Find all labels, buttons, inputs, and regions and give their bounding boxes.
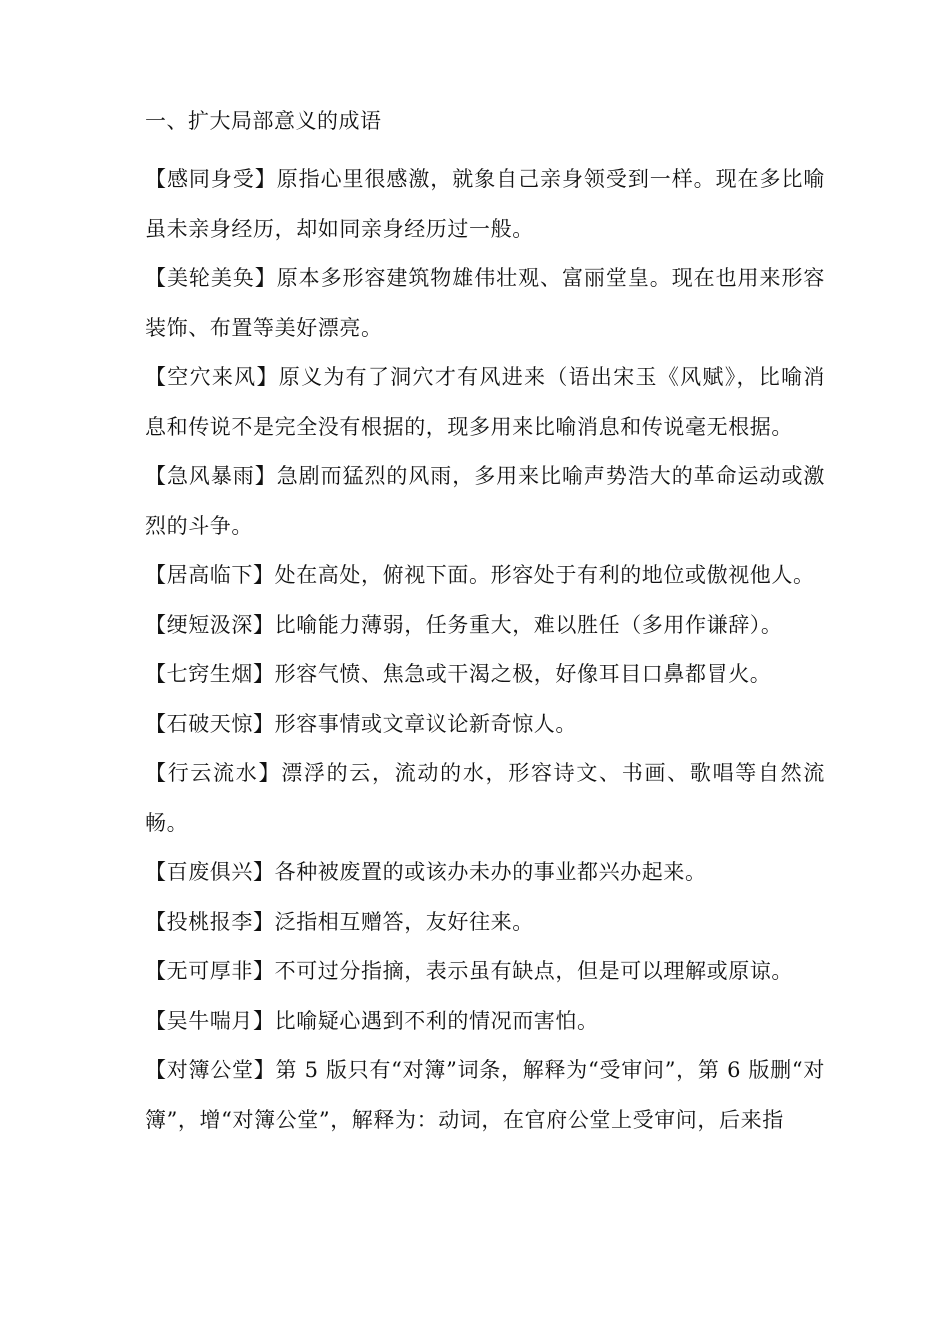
idiom-definition: 泛指相互赠答，友好往来。: [274, 909, 534, 934]
idiom-definition: 第 5 版只有“对簿”词条，解释为“受审问”，第 6 版删“对簿”，增“对簿公堂”，解释为：动词，在官府公堂上受审问，后来指: [145, 1058, 825, 1132]
idiom-definition: 急剧而猛烈的风雨，多用来比喻声势浩大的革命运动或激烈的斗争。: [145, 464, 825, 538]
idiom-entry: [145, 551, 825, 601]
idiom-term: 【绠短汲深】: [145, 612, 275, 637]
idiom-definition: 原本多形容建筑物雄伟壮观、富丽堂皇。现在也用来形容装饰、布置等美好漂亮。: [145, 266, 825, 340]
idiom-definition: 比喻疑心遇到不利的情况而害怕。: [274, 1008, 599, 1033]
idiom-definition: 处在高处，俯视下面。形容处于有利的地位或傲视他人。: [274, 563, 815, 587]
document-body: [145, 104, 825, 1145]
idiom-term: 【空穴来风】: [145, 365, 279, 389]
idiom-entry: [145, 749, 825, 848]
idiom-term: 【急风暴雨】: [145, 464, 277, 488]
idiom-entry: [145, 254, 825, 353]
idiom-term: 【感同身受】: [145, 167, 277, 191]
idiom-entry: [145, 1046, 825, 1145]
idiom-definition: 形容气愤、焦急或干渴之极，好像耳目口鼻都冒火。: [274, 662, 772, 686]
idiom-entry: [145, 997, 825, 1047]
idiom-term: 【七窍生烟】: [145, 662, 275, 686]
idiom-term: 【百废俱兴】: [145, 860, 275, 884]
idiom-term: 【对簿公堂】: [145, 1058, 276, 1082]
idiom-definition: 原义为有了洞穴才有风进来（语出宋玉《风赋》，比喻消息和传说不是完全没有根据的，现多用来比喻消息和传说毫无根据。: [145, 365, 825, 439]
idiom-entry: [145, 650, 825, 700]
idiom-definition: 不可过分指摘，表示虽有缺点，但是可以理解或原谅。: [274, 959, 794, 983]
idiom-entry: [145, 353, 825, 452]
idiom-definition: 漂浮的云，流动的水，形容诗文、书画、歌唱等自然流畅。: [145, 761, 825, 835]
idiom-entry: [145, 947, 825, 997]
idiom-term: 【无可厚非】: [145, 959, 275, 983]
section-heading: 一、扩大局部意义的成语: [145, 109, 382, 133]
idiom-entry: [145, 155, 825, 254]
idiom-entry: [145, 700, 825, 750]
idiom-entry: [145, 898, 825, 948]
idiom-entry: [145, 848, 825, 898]
idiom-term: 【居高临下】: [145, 563, 275, 587]
idiom-term: 【美轮美奂】: [145, 266, 277, 290]
idiom-term: 【吴牛喘月】: [145, 1008, 275, 1033]
idiom-definition: 各种被废置的或该办未办的事业都兴办起来。: [274, 860, 707, 884]
idiom-term: 【行云流水】: [145, 761, 282, 785]
idiom-entry: [145, 601, 825, 651]
idiom-term: 【投桃报李】: [145, 909, 275, 934]
idiom-entry: [145, 452, 825, 551]
idiom-definition: 比喻能力薄弱，任务重大，难以胜任（多用作谦辞）。: [274, 612, 783, 637]
idiom-term: 【石破天惊】: [145, 711, 275, 736]
idiom-definition: 形容事情或文章议论新奇惊人。: [274, 711, 578, 736]
idiom-definition: 原指心里很感激，就象自己亲身领受到一样。现在多比喻虽未亲身经历，却如同亲身经历过一般。: [145, 167, 825, 241]
